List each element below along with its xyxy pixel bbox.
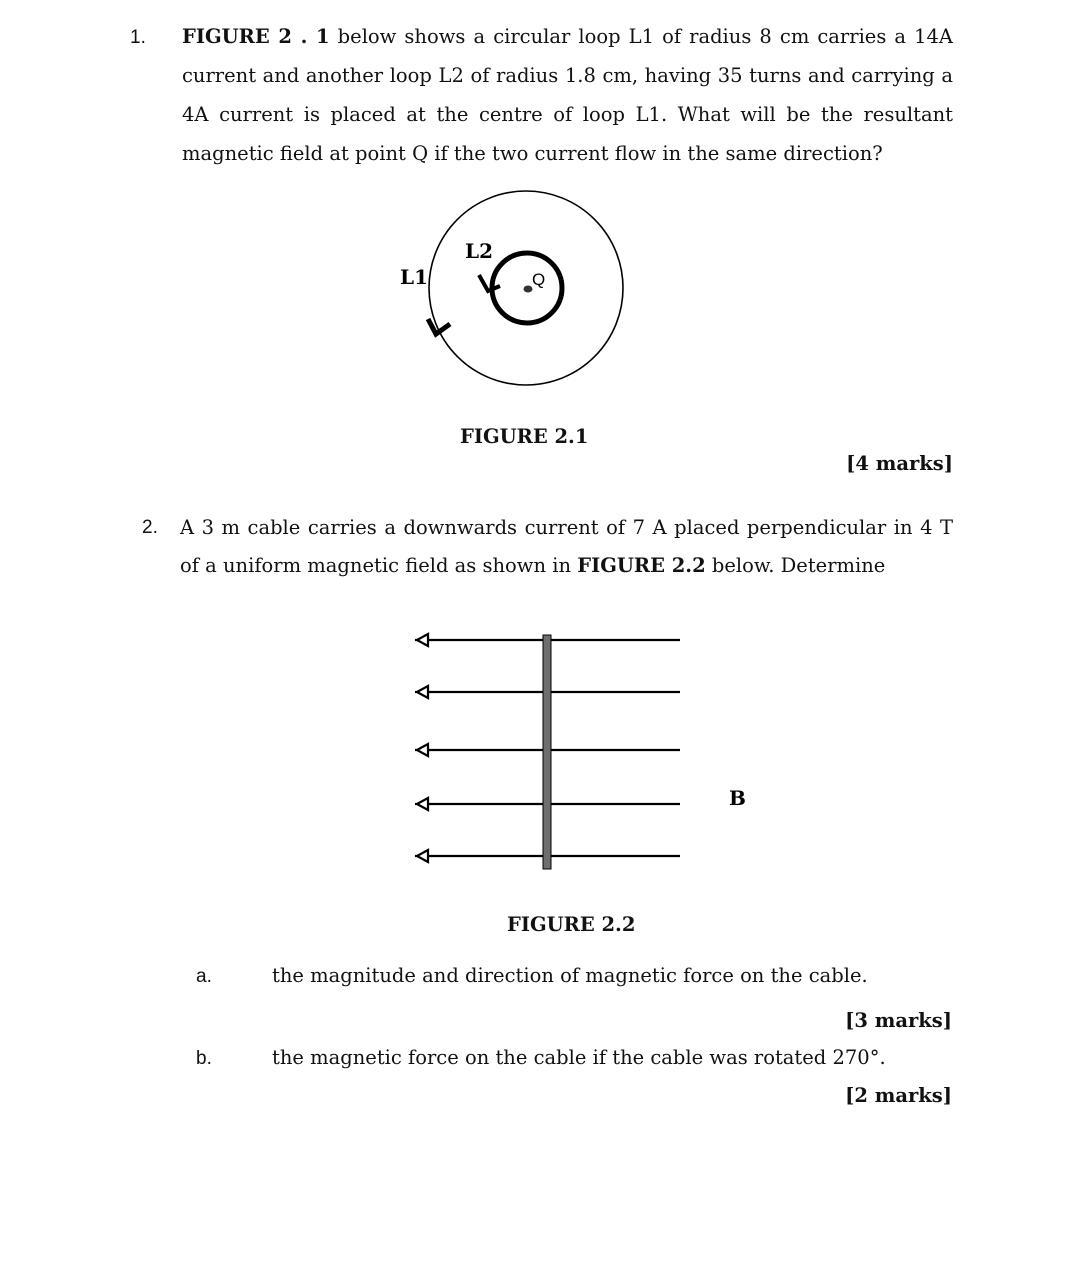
part-b-text: the magnetic force on the cable if the cable was rotated 270°. (272, 1046, 886, 1069)
field-arrowhead (417, 634, 428, 646)
loop-l1-label: L1 (400, 265, 428, 289)
field-arrowhead (417, 686, 428, 698)
loop-l2-label: L2 (465, 239, 493, 263)
part-a-text: the magnitude and direction of magnetic force on the cable. (272, 964, 868, 987)
field-arrowhead (417, 798, 428, 810)
figure-2-2-diagram (395, 625, 765, 880)
field-arrowhead (417, 744, 428, 756)
question-2-text-after: below. Determine (711, 554, 886, 577)
loop-l1-direction-arrow (428, 319, 450, 334)
point-q-label: Q (532, 270, 546, 289)
figure-2-1-diagram (380, 180, 650, 400)
question-2-figure-ref: FIGURE 2.2 (577, 554, 706, 577)
question-2-number: 2. (142, 517, 158, 538)
figure-2-1-caption: FIGURE 2.1 (460, 425, 589, 448)
part-a-label: a. (196, 966, 212, 987)
cable (543, 635, 551, 869)
question-2-text (180, 509, 953, 585)
part-b-marks: [2 marks] (845, 1084, 952, 1107)
part-a-marks: [3 marks] (845, 1009, 952, 1032)
question-1-text (182, 17, 953, 173)
question-1-figure-ref: FIGURE 2 . 1 (182, 25, 330, 48)
question-2-text-before: A 3 m cable carries a downwards current of 7 A placed perpendicular in 4 T of a uniform magnetic field as shown in (180, 516, 953, 577)
loop-l2-direction-arrow (479, 275, 500, 291)
field-b-label: B (729, 786, 746, 810)
question-1-number: 1. (130, 27, 146, 48)
part-b-label: b. (196, 1048, 212, 1069)
figure-2-2-caption: FIGURE 2.2 (507, 913, 636, 936)
field-arrowhead (417, 850, 428, 862)
question-1-marks: [4 marks] (846, 452, 953, 475)
question-1-body: below shows a circular loop L1 of radius 8 cm carries a 14A current and another loop L2 of radius 1.8 cm, having 35 turns and carrying a 4A current is placed at the centre of loop L1. What will be the resultant magnetic field at point Q if the two current flow in the same direction? (182, 25, 954, 165)
